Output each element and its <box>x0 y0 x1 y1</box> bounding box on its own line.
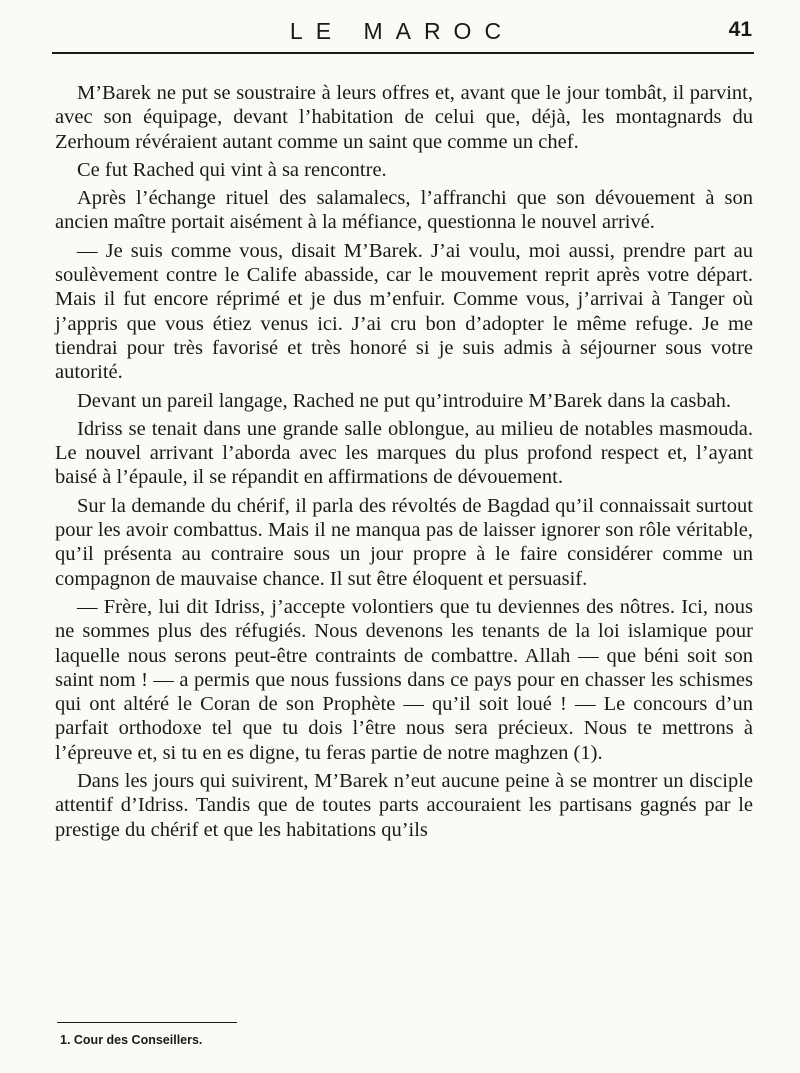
paragraph: — Frère, lui dit Idriss, j’accepte volontiers que tu deviennes des nôtres. Ici, nous ne sommes plus des réfugiés. Nous devenons les tenants de la loi islamique pour laquelle nous serons peut-être contraints de combattre. Allah — que béni soit son saint nom ! — a permis que nous fussions dans ce pays pour en chasser les schismes qui ont altéré le Coran de son Prophète — qu’il soit loué ! — Le concours d’un parfait orthodoxe tel que tu dois l’être nous sera précieux. Nous te mettrons à l’épreuve et, si tu en es digne, tu feras partie de notre maghzen (1). <box>55 595 753 764</box>
running-title: LE MAROC <box>289 18 515 44</box>
header-rule <box>52 52 754 54</box>
paragraph: Sur la demande du chérif, il parla des révoltés de Bagdad qu’il connaissait surtout pour les avoir combattus. Mais il ne manqua pas de laisser ignorer son rôle véritable, qu’il présenta au contraire sous un jour propre à le faire considérer comme un compagnon de mauvaise chance. Il sut être éloquent et persuasif. <box>55 494 753 590</box>
paragraph: Après l’échange rituel des salamalecs, l’affranchi que son dévouement à son ancien maître portait aisément à la méfiance, questionna le nouvel arrivé. <box>55 187 753 234</box>
page-number: 41 <box>728 18 752 41</box>
page-header <box>52 14 752 54</box>
footnote-rule <box>57 1022 237 1023</box>
paragraph: Devant un pareil langage, Rached ne put qu’introduire M’Barek dans la casbah. <box>77 389 732 412</box>
paragraph: — Je suis comme vous, disait M’Barek. J’ai voulu, moi aussi, prendre part au soulèvement contre le Calife abasside, car le mouvement reprit après votre départ. Mais il fut encore réprimé et je dus m’enfuir. Comme vous, j’arrivai à Tanger où j’appris que vous étiez venus ici. J’ai cru bon d’adopter le même refuge. Je me tiendrai pour très favorisé et très honoré si je suis admis à séjourner sous votre autorité. <box>55 239 753 384</box>
body-text <box>55 81 753 846</box>
paragraph: Ce fut Rached qui vint à sa rencontre. <box>77 158 387 181</box>
paragraph: Dans les jours qui suivirent, M’Barek n’eut aucune peine à se montrer un disciple attentif d’Idriss. Tandis que de toutes parts accouraient les partisans gagnés par le prestige du chérif et que les habitations qu’ils <box>55 770 753 841</box>
paragraph: Idriss se tenait dans une grande salle oblongue, au milieu de notables masmouda. Le nouvel arrivant l’aborda avec les marques du plus profond respect et, l’ayant baisé à l’épaule, il se répandit en affirmations de dévouement. <box>55 417 753 489</box>
paragraph: M’Barek ne put se soustraire à leurs offres et, avant que le jour tombât, il parvint, avec son équipage, devant l’habitation de celui que, déjà, les montagnards du Zerhoum révéraient autant comme un saint que comme un chef. <box>55 82 753 153</box>
footnote: 1. Cour des Conseillers. <box>60 1033 203 1047</box>
